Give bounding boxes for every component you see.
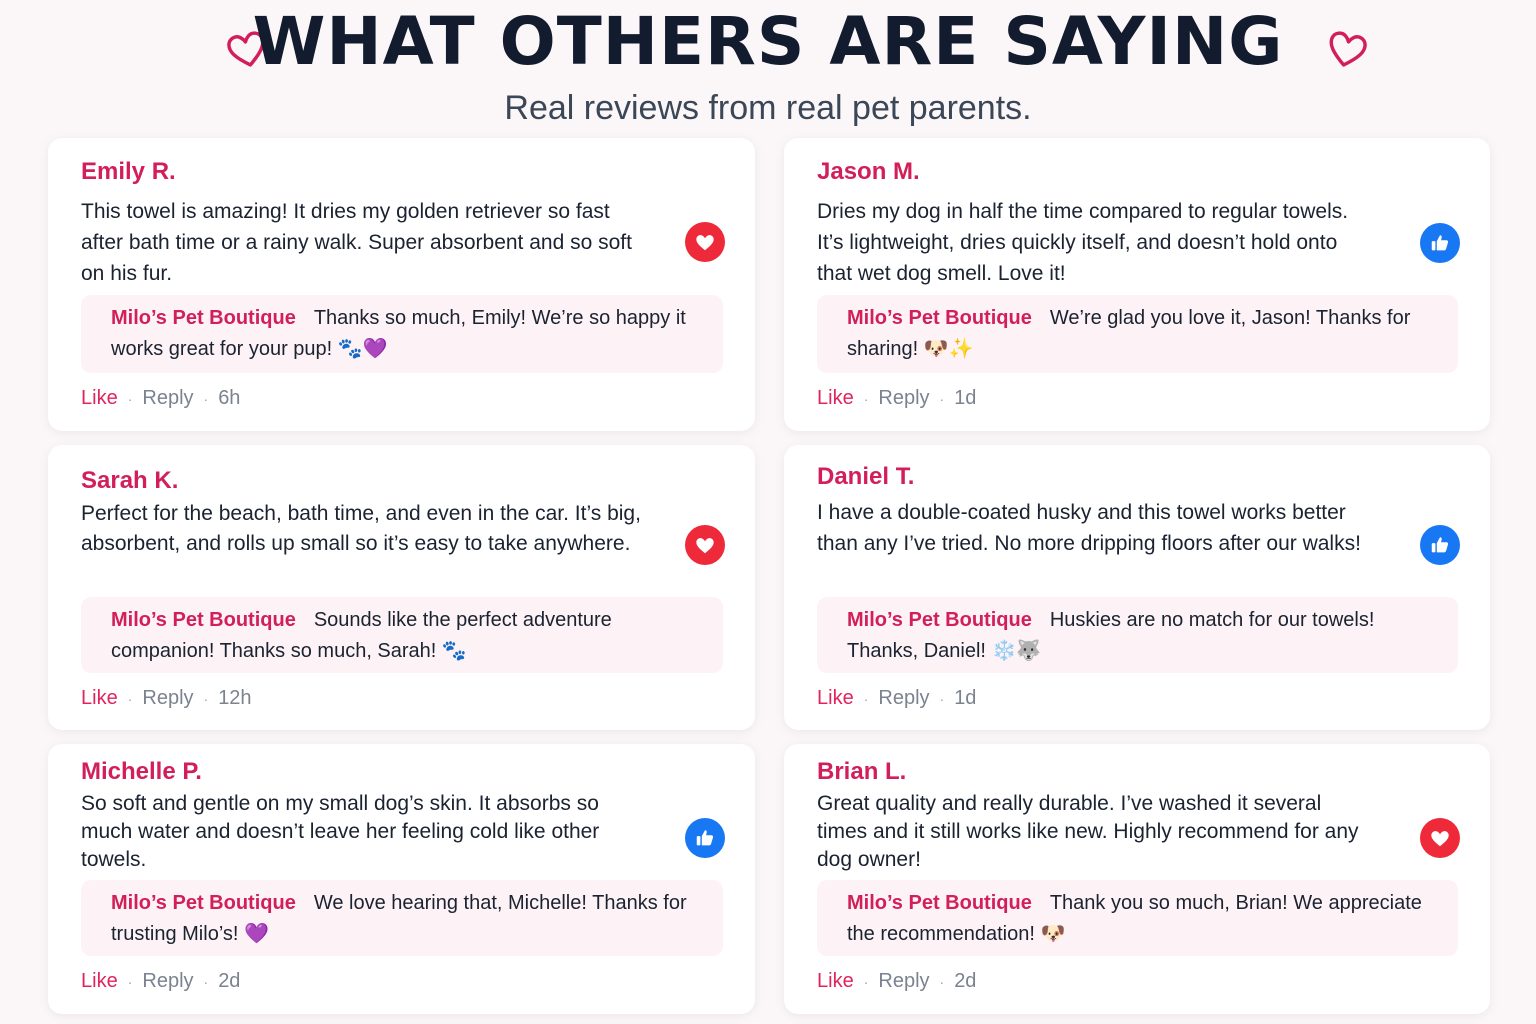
separator-dot: · [203,974,209,990]
reply-author: Milo’s Pet Boutique [111,892,296,914]
separator-dot: · [939,391,945,407]
reply-text: We’re glad you love it, Jason! Thanks for sharing! 🐶✨ [847,307,1411,360]
reviewer-name: Jason M. [817,158,920,185]
reply-text: Thank you so much, Brian! We appreciate the recommendation! 🐶 [847,892,1422,945]
thumbs-up-icon[interactable] [685,818,725,858]
comment-actions [817,970,976,993]
timestamp: 2d [954,970,977,992]
timestamp: 1d [954,687,977,709]
separator-dot: · [203,691,209,707]
separator-dot: · [939,691,945,707]
review-text: This towel is amazing! It dries my golden retriever so fast after bath time or a rainy walk. Super absorbent and so soft on his fur. [81,200,632,285]
review-text: Perfect for the beach, bath time, and even in the car. It’s big, absorbent, and rolls up small so it’s easy to take anywhere. [81,502,641,555]
heart-icon[interactable] [685,525,725,565]
review-text: Dries my dog in half the time compared to regular towels. It’s lightweight, dries quickly itself, and doesn’t hold onto that wet dog smell. Love it! [817,200,1349,285]
heart-outline-icon [1324,26,1370,72]
comment-actions [81,970,240,993]
review-card [48,744,755,1014]
page-header [0,0,1536,132]
reply-link[interactable]: Reply [142,387,194,409]
reply-author: Milo’s Pet Boutique [111,609,296,631]
timestamp: 6h [218,387,241,409]
reply-author: Milo’s Pet Boutique [111,307,296,329]
like-link[interactable]: Like [81,387,118,409]
reply-link[interactable]: Reply [142,687,194,709]
reply-text: We love hearing that, Michelle! Thanks for trusting Milo’s! 💜 [111,892,687,945]
reviewer-name: Brian L. [817,758,907,785]
separator-dot: · [203,391,209,407]
like-link[interactable]: Like [817,687,854,709]
separator-dot: · [863,974,869,990]
thumbs-up-icon[interactable] [1420,223,1460,263]
reply-link[interactable]: Reply [878,970,930,992]
comment-actions [817,687,976,710]
reply-author: Milo’s Pet Boutique [847,609,1032,631]
review-card [784,445,1490,730]
reviewer-name: Daniel T. [817,463,915,490]
review-text: I have a double-coated husky and this towel works better than any I’ve tried. No more dripping floors after our walks! [817,501,1361,555]
review-text: So soft and gentle on my small dog’s skin. It absorbs so much water and doesn’t leave her feeling cold like other towels. [81,792,600,871]
reply-link[interactable]: Reply [878,687,930,709]
separator-dot: · [863,691,869,707]
page-subtitle: Real reviews from real pet parents. [504,89,1032,127]
separator-dot: · [939,974,945,990]
separator-dot: · [127,691,133,707]
reply-author: Milo’s Pet Boutique [847,892,1032,914]
page-title: WHAT OTHERS ARE SAYING [252,3,1284,80]
heart-icon[interactable] [1420,818,1460,858]
reviewer-name: Michelle P. [81,758,202,785]
reply-text: Thanks so much, Emily! We’re so happy it works great for your pup! 🐾💜 [111,307,686,360]
reply-bubble [81,295,723,373]
reply-link[interactable]: Reply [878,387,930,409]
timestamp: 12h [218,687,252,709]
like-link[interactable]: Like [817,387,854,409]
timestamp: 1d [954,387,977,409]
reply-author: Milo’s Pet Boutique [847,307,1032,329]
reply-bubble [81,597,723,673]
heart-icon[interactable] [685,222,725,262]
comment-actions [817,387,976,410]
timestamp: 2d [218,970,241,992]
review-card [48,445,755,730]
like-link[interactable]: Like [81,970,118,992]
reply-bubble [81,880,723,956]
review-card [784,744,1490,1014]
review-card [784,138,1490,431]
comment-actions [81,687,252,710]
separator-dot: · [863,391,869,407]
separator-dot: · [127,974,133,990]
review-text: Great quality and really durable. I’ve washed it several times and it still works like new. Highly recommend for any dog owner! [817,792,1359,871]
thumbs-up-icon[interactable] [1420,525,1460,565]
comment-actions [81,387,240,410]
review-card [48,138,755,431]
like-link[interactable]: Like [817,970,854,992]
reply-text: Sounds like the perfect adventure companion! Thanks so much, Sarah! 🐾 [111,609,612,662]
reviewer-name: Emily R. [81,158,176,185]
reply-bubble [817,295,1458,373]
reply-bubble [817,597,1458,673]
separator-dot: · [127,391,133,407]
reply-text: Huskies are no match for our towels! Thanks, Daniel! ❄️🐺 [847,609,1375,662]
reviewer-name: Sarah K. [81,467,179,494]
reply-link[interactable]: Reply [142,970,194,992]
like-link[interactable]: Like [81,687,118,709]
reply-bubble [817,880,1458,956]
